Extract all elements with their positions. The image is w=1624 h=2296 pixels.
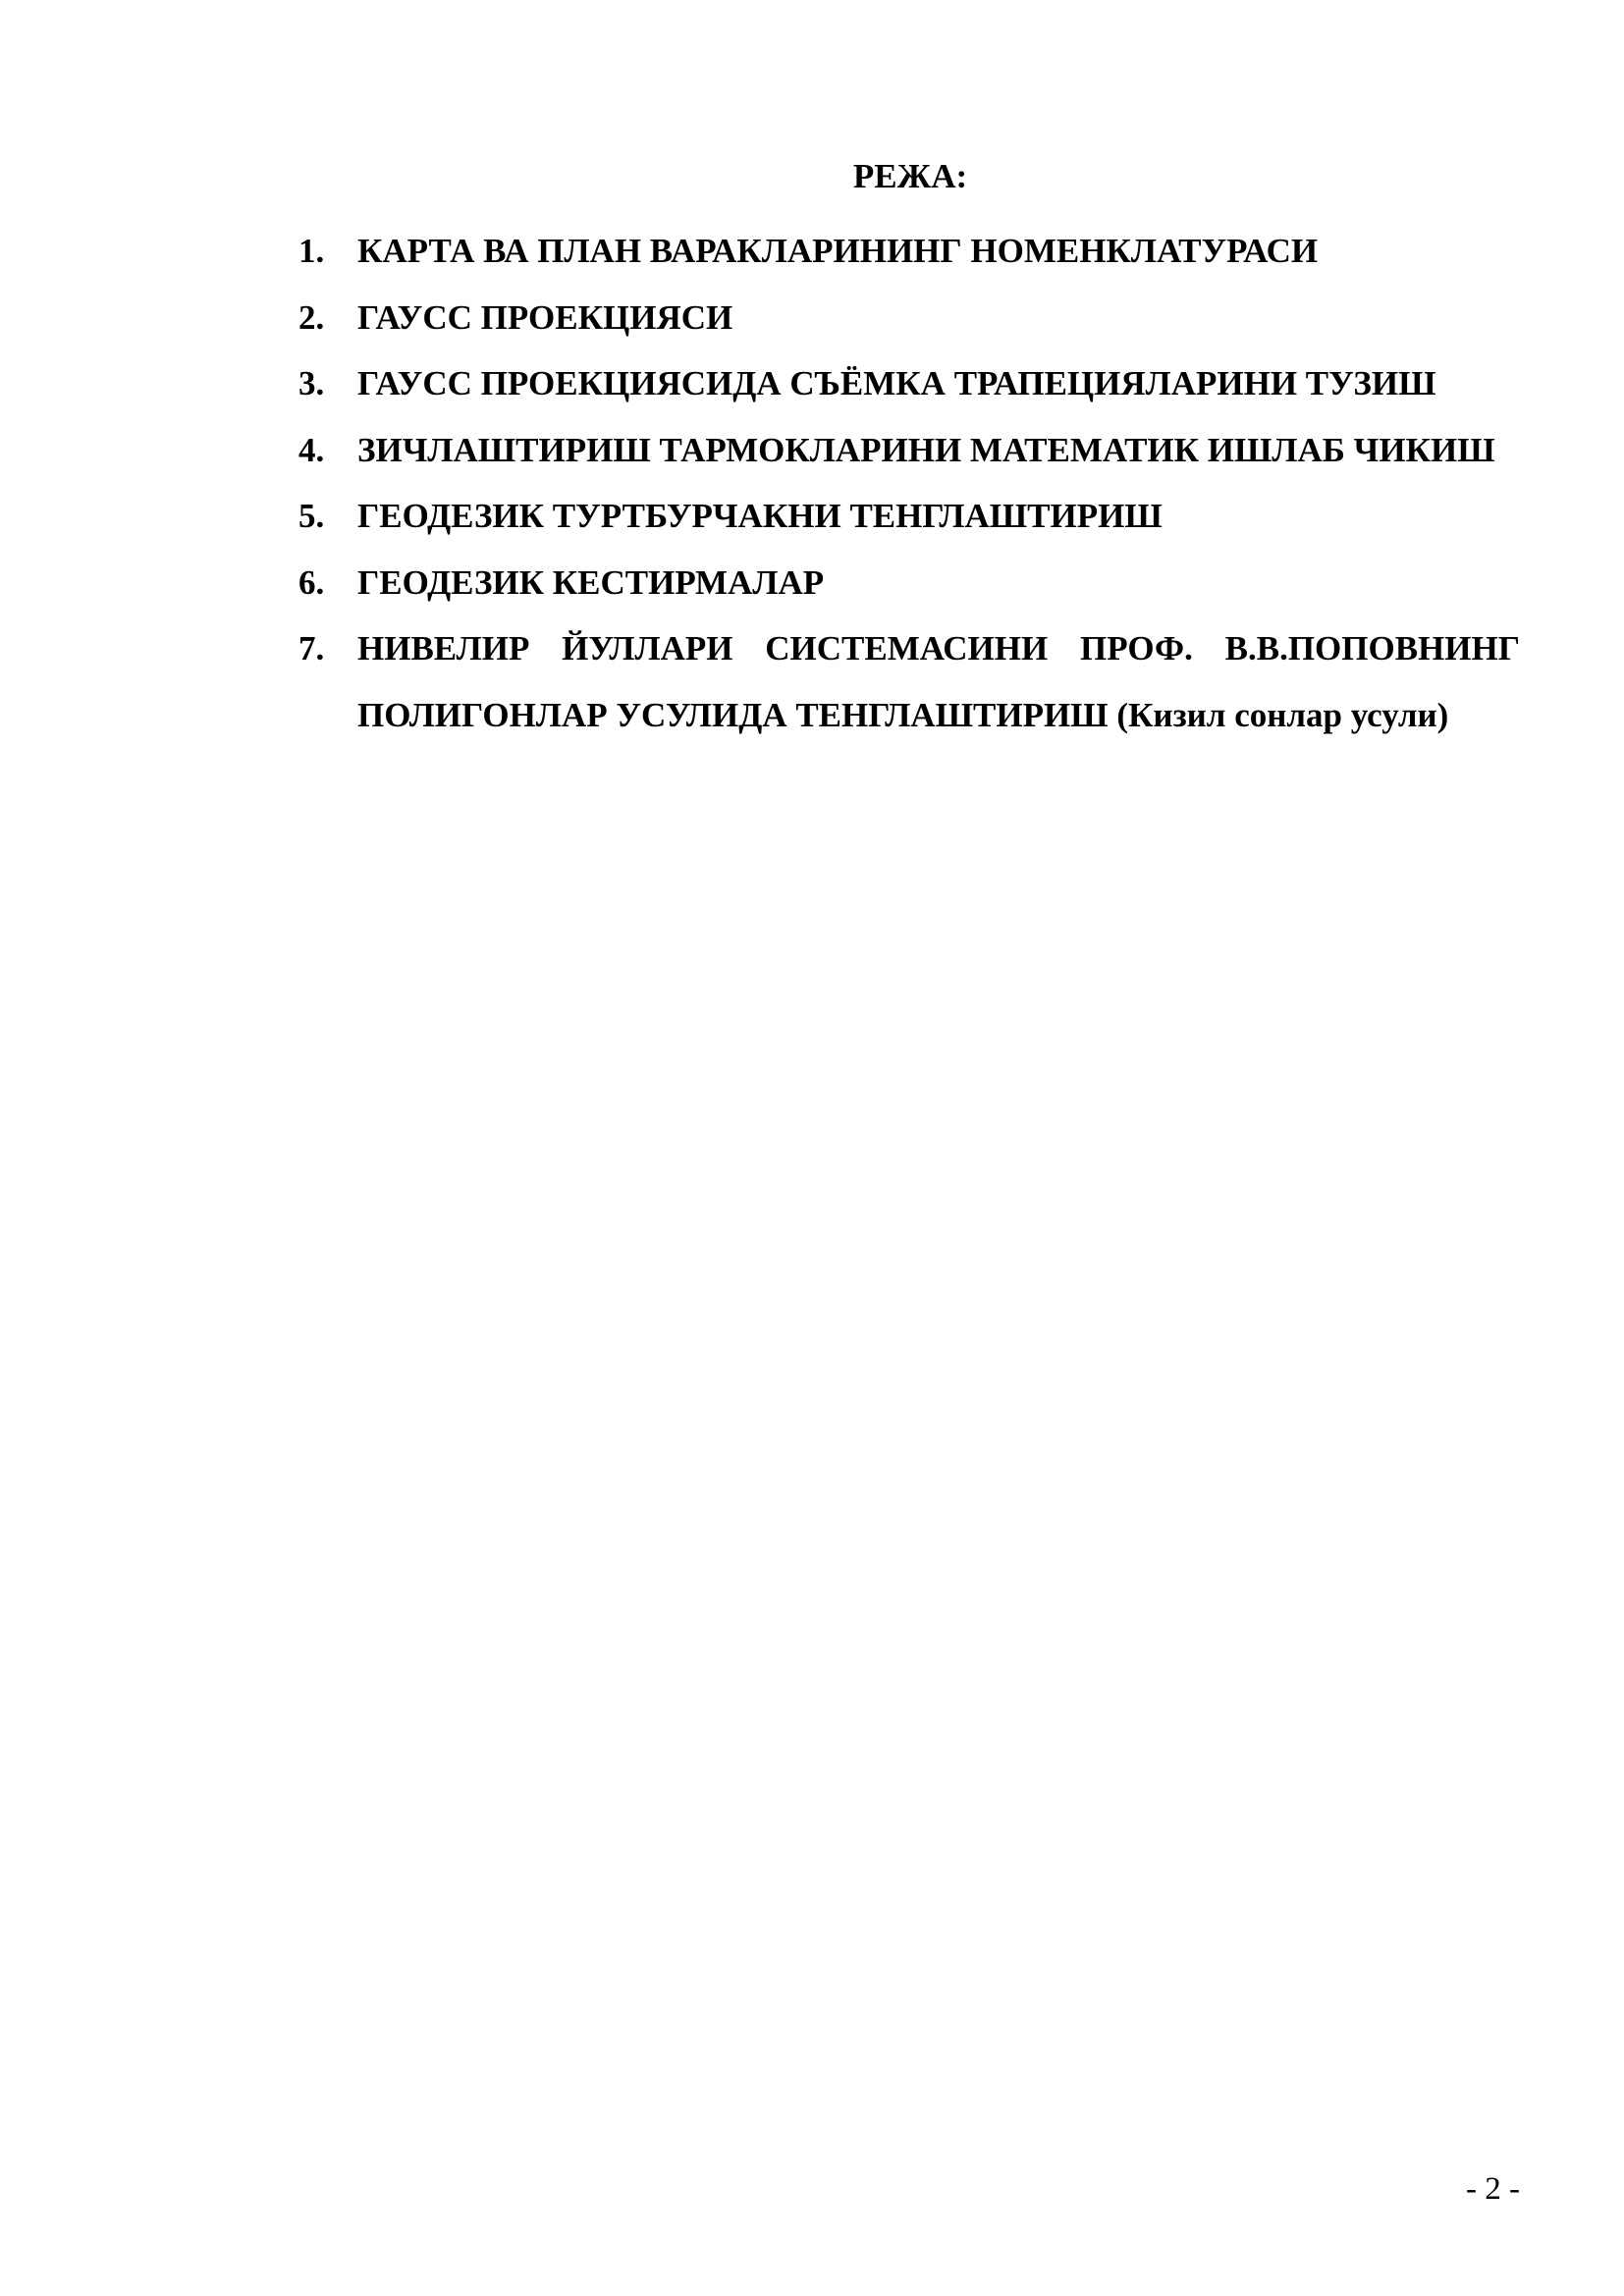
plan-item-1 xyxy=(298,218,1520,285)
item-number: 5. xyxy=(298,497,325,535)
page-number: - 2 - xyxy=(1466,2171,1520,2207)
item-text: ГАУСС ПРОЕКЦИЯСИДА СЪЁМКА ТРАПЕЦИЯЛАРИНИ ТУЗИШ xyxy=(357,364,1436,402)
item-number: 3. xyxy=(298,364,325,402)
item-text: ЗИЧЛАШТИРИШ ТАРМОКЛАРИНИ МАТЕМАТИК ИШЛАБ ЧИКИШ xyxy=(357,430,1495,469)
item-text: КАРТА ВА ПЛАН ВАРАКЛАРИНИНГ НОМЕНКЛАТУРАСИ xyxy=(357,232,1319,270)
item-text: ГАУСС ПРОЕКЦИЯСИ xyxy=(357,297,733,337)
plan-heading: РЕЖА: xyxy=(852,157,968,195)
plan-list xyxy=(298,218,1520,748)
plan-item-2 xyxy=(298,285,1520,351)
item-text: ГЕОДЕЗИК КЕСТИРМАЛАР xyxy=(357,562,825,602)
plan-item-3 xyxy=(298,350,1520,417)
item-text: ГЕОДЕЗИК ТУРТБУРЧАКНИ ТЕНГЛАШТИРИШ xyxy=(357,497,1163,535)
plan-item-4 xyxy=(298,417,1520,484)
item-text: НИВЕЛИР ЙУЛЛАРИ СИСТЕМАСИНИ ПРОФ. В.В.ПОПОВНИНГ ПОЛИГОНЛАР УСУЛИДА ТЕНГЛАШТИРИШ (Кизил сонлар усули) xyxy=(357,629,1520,734)
plan-item-5 xyxy=(298,483,1520,550)
item-number: 4. xyxy=(298,430,325,469)
item-number: 7. xyxy=(298,629,325,667)
item-number: 6. xyxy=(298,562,325,602)
item-subtext: (Кизил сонлар усули) xyxy=(1116,695,1449,734)
item-number: 2. xyxy=(298,297,325,337)
item-number: 1. xyxy=(298,232,325,270)
plan-item-7 xyxy=(298,615,1520,748)
plan-item-6 xyxy=(298,550,1520,616)
